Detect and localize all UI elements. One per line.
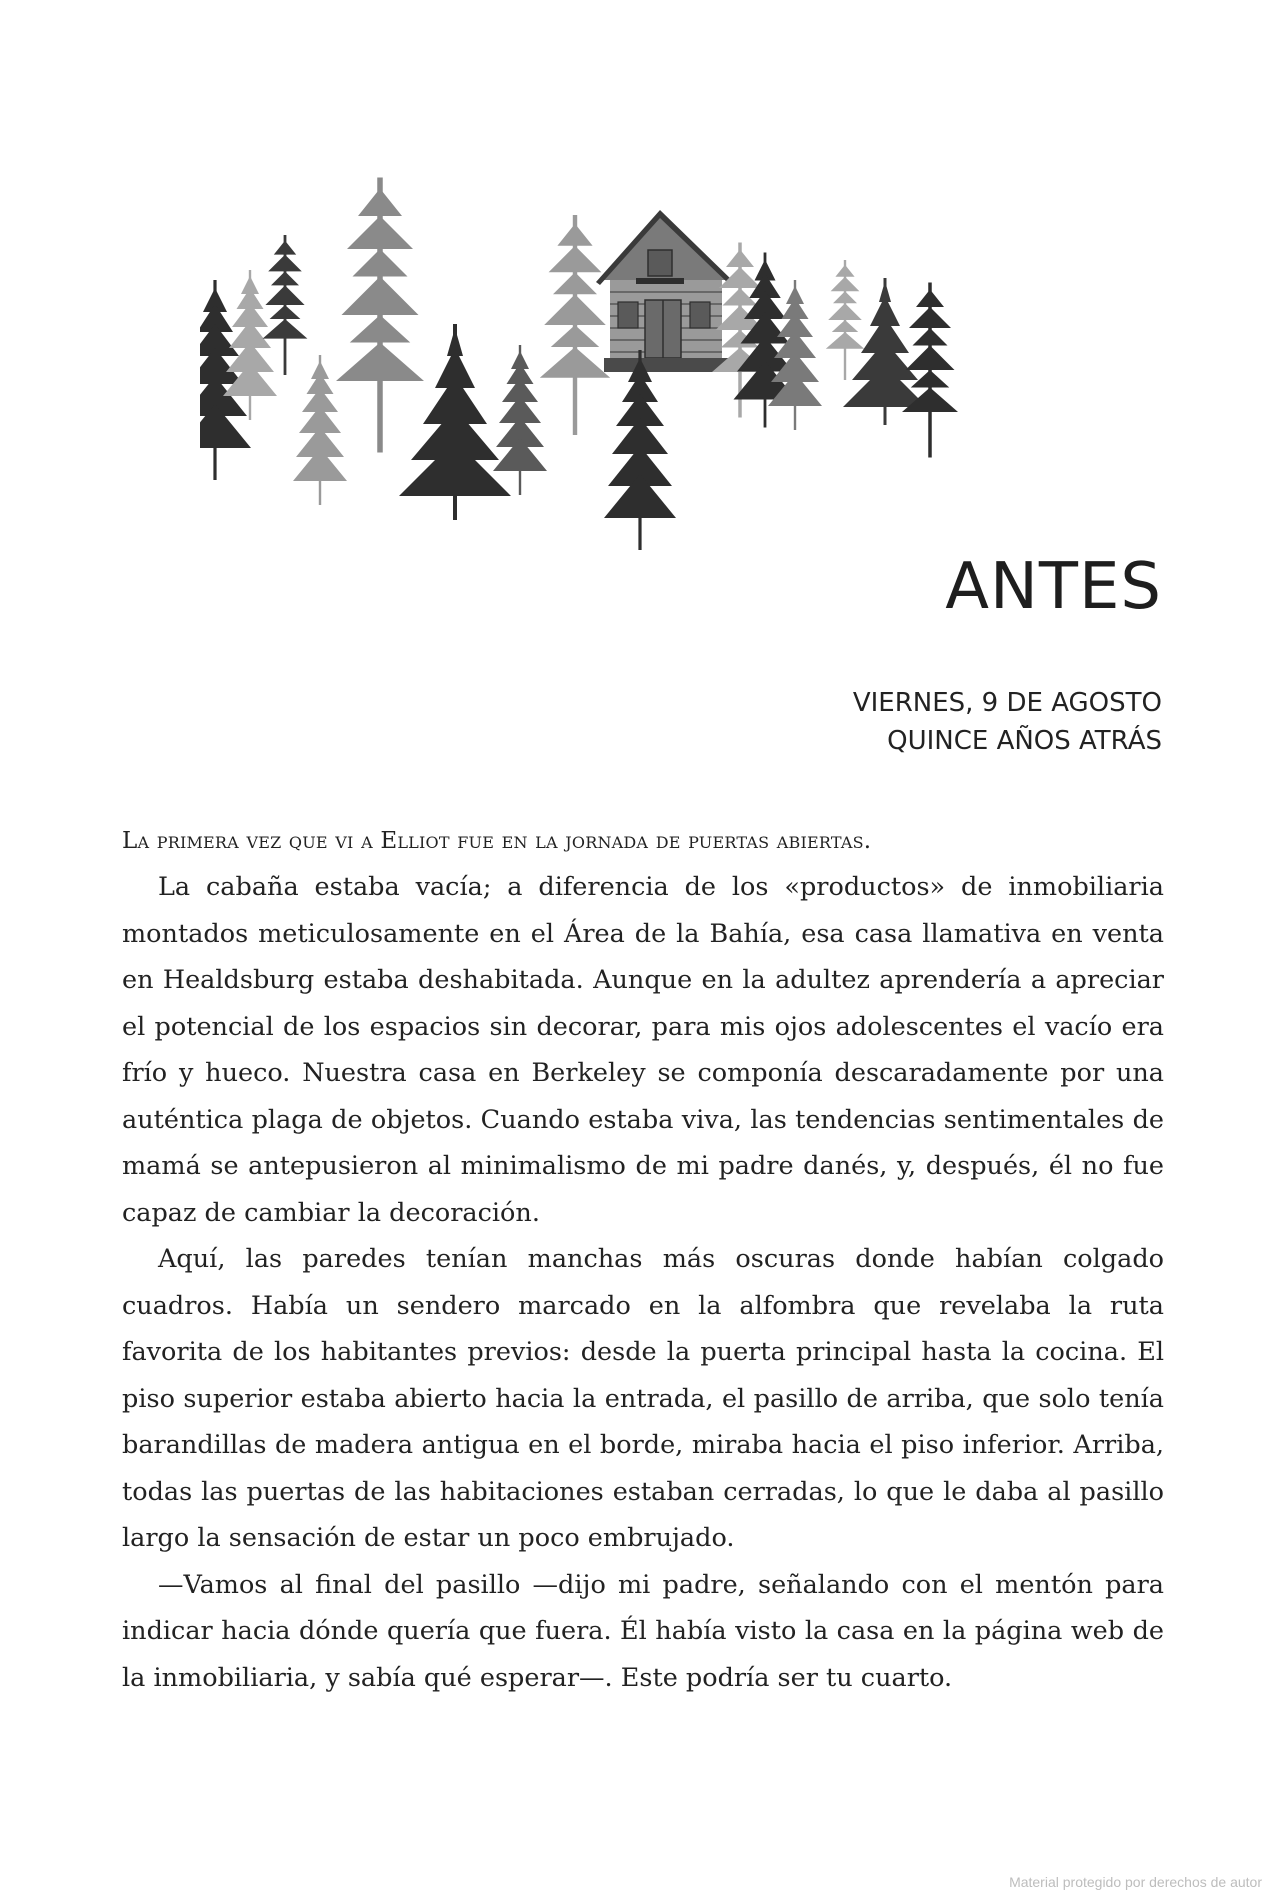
- cabin-icon: [596, 210, 734, 372]
- chapter-date: VIERNES, 9 DE AGOSTO: [852, 688, 1162, 718]
- paragraph: La cabaña estaba vacía; a diferencia de los «productos» de inmobiliaria montados meticulosamente en el Área de la Bahía, esa casa llamativa en venta en Healdsburg estaba deshabitada. Aunque en la adultez aprendería a apreciar el potencial de los espacios sin decorar, para mis ojos adolescentes el vacío era frío y hueco. Nuestra casa en Berkeley se componía descaradamente por una auténtica plaga de objetos. Cuando estaba viva, las tendencias sentimentales de mamá se antepusieron al minimalismo de mi padre danés, y, después, él no fue capaz de cambiar la decoración.: [122, 872, 1164, 1228]
- paragraph: Aquí, las paredes tenían manchas más oscuras donde habían colgado cuadros. Había un sendero marcado en la alfombra que revelaba la ruta favorita de los habitantes previos: desde la puerta principal hasta la cocina. El piso superior estaba abierto hacia la entrada, el pasillo de arriba, que solo tenía barandillas de madera antigua en el borde, miraba hacia el piso inferior. Arriba, todas las puertas de las habitaciones estaban cerradas, lo que le daba al pasillo largo la sensación de estar un poco embrujado.: [122, 1244, 1164, 1553]
- lead-sentence: La primera vez que vi a Elliot fue en la jornada de puertas abiertas.: [122, 828, 872, 854]
- copyright-watermark: Material protegido por derechos de autor: [1009, 1874, 1262, 1890]
- chapter-subtitle: QUINCE AÑOS ATRÁS: [887, 726, 1162, 756]
- forest-cabin-illustration: [200, 140, 1170, 560]
- chapter-body: [122, 818, 1164, 1701]
- chapter-dateline: [853, 684, 1162, 760]
- paragraph: —Vamos al final del pasillo —dijo mi padre, señalando con el mentón para indicar hacia dónde quería que fuera. Él había visto la casa en la página web de la inmobiliaria, y sabía qué esperar—. Este podría ser tu cuarto.: [122, 1569, 1164, 1693]
- chapter-title: ANTES: [945, 550, 1162, 624]
